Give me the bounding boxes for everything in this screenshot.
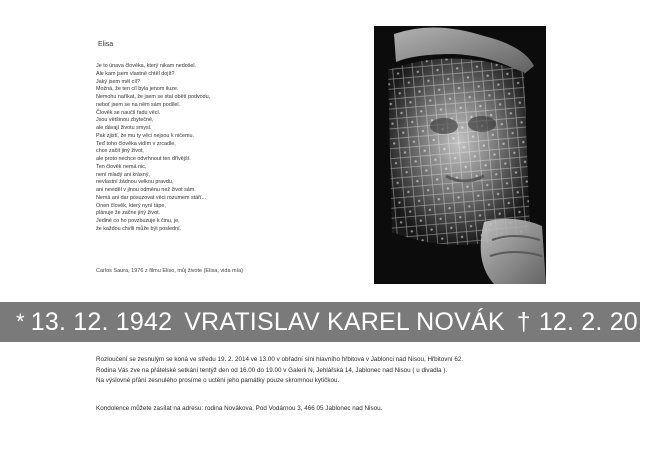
portrait-through-glass-photo <box>374 26 546 284</box>
notice-line: Rodina Vás zve na přátelské setkání tentýž den od 16.00 do 19.00 v Galerii N, Jehlářská 14, Jablonec nad Nisou ( u divadla ). <box>96 366 448 374</box>
poem-line: ale proto nechce odvrhnout ten dřívější. <box>96 156 191 162</box>
poem-line: Nemohu naříkat, že jsem se stal obětí podvodu, <box>96 94 211 100</box>
poem-line: není mladý ani krásný, <box>96 171 150 178</box>
poem-line: plánuje že začne jiný život. <box>96 210 161 217</box>
poem-line: že každou chvíli může být poslední. <box>96 225 182 232</box>
poem-line: chce začít jiný život, <box>96 148 144 155</box>
poem-line: ani neviděl v jinou odměnu než život sám. <box>96 187 196 193</box>
poem-line: ale dávají životu smysl. <box>96 125 152 131</box>
death-date: 12. 2. 2014 <box>538 307 666 336</box>
poem-line: neboť jsem se na něm sám podílel. <box>96 101 181 108</box>
birth-star-symbol: * <box>16 309 25 334</box>
poem-line: Nemá ani dar posuzovat věci rozumem stáří... <box>96 194 206 201</box>
poem-line: Jaký jsem měl cíl? <box>96 78 141 85</box>
notice-line: Rozloučení se zesnulým se koná ve středu 19. 2. 2014 ve 13.00 v obřadní síni hlavního hřbitova v Jablonci nad Nisou, Hřbitovní 62. <box>96 356 464 363</box>
birth-date: 13. 12. 1942 <box>30 307 173 336</box>
memorial-banner <box>0 302 666 342</box>
poem-line: Jsou většinou zbytečné, <box>96 117 154 124</box>
poem-line: nevlastní žádnou velkou pravdu, <box>96 179 174 186</box>
funeral-notice <box>96 355 616 387</box>
poem-text <box>96 63 316 234</box>
deceased-name: VRATISLAV KAREL NOVÁK <box>184 307 505 336</box>
poem-line: Člověk se naučil řadu věcí. <box>96 109 161 116</box>
poem-line: Možná, že ten cíl byla jenom iluze. <box>96 86 179 93</box>
poem-line: Je to únava člověka, který nikam nedošel. <box>96 63 197 69</box>
poem-credit: Carlos Saura, 1976 z filmu Eliso, můj živote (Elisa, vida mía) <box>96 268 244 274</box>
condolence-address: Kondolence můžete zasílat na adresu: rodina Novákova, Pod Vodárnou 3, 466 05 Jablonec nad Nisou. <box>96 405 383 412</box>
poem-line: Teď toho člověka vidím v zrcadle, <box>96 140 176 147</box>
poem-line: Jediné co ho povzbuzuje k činu, je, <box>96 218 180 224</box>
notice-line: Na výslovné přání zesnulého prosíme o uctění jeho památky pouze skromnou kytičkou. <box>96 377 340 385</box>
poem-line: Ten člověk nemá nic, <box>96 163 147 170</box>
poem-title: Elisa <box>98 41 114 48</box>
poem-line: Onen člověk, který nyní tápe, <box>96 202 166 209</box>
death-cross-symbol: † <box>516 307 531 336</box>
poem-line: Ale kam jsem vlastně chtěl dojít? <box>96 70 175 77</box>
poem-line: Pak zjistí, že mu ty věci nejsou k ničemu. <box>96 132 194 139</box>
